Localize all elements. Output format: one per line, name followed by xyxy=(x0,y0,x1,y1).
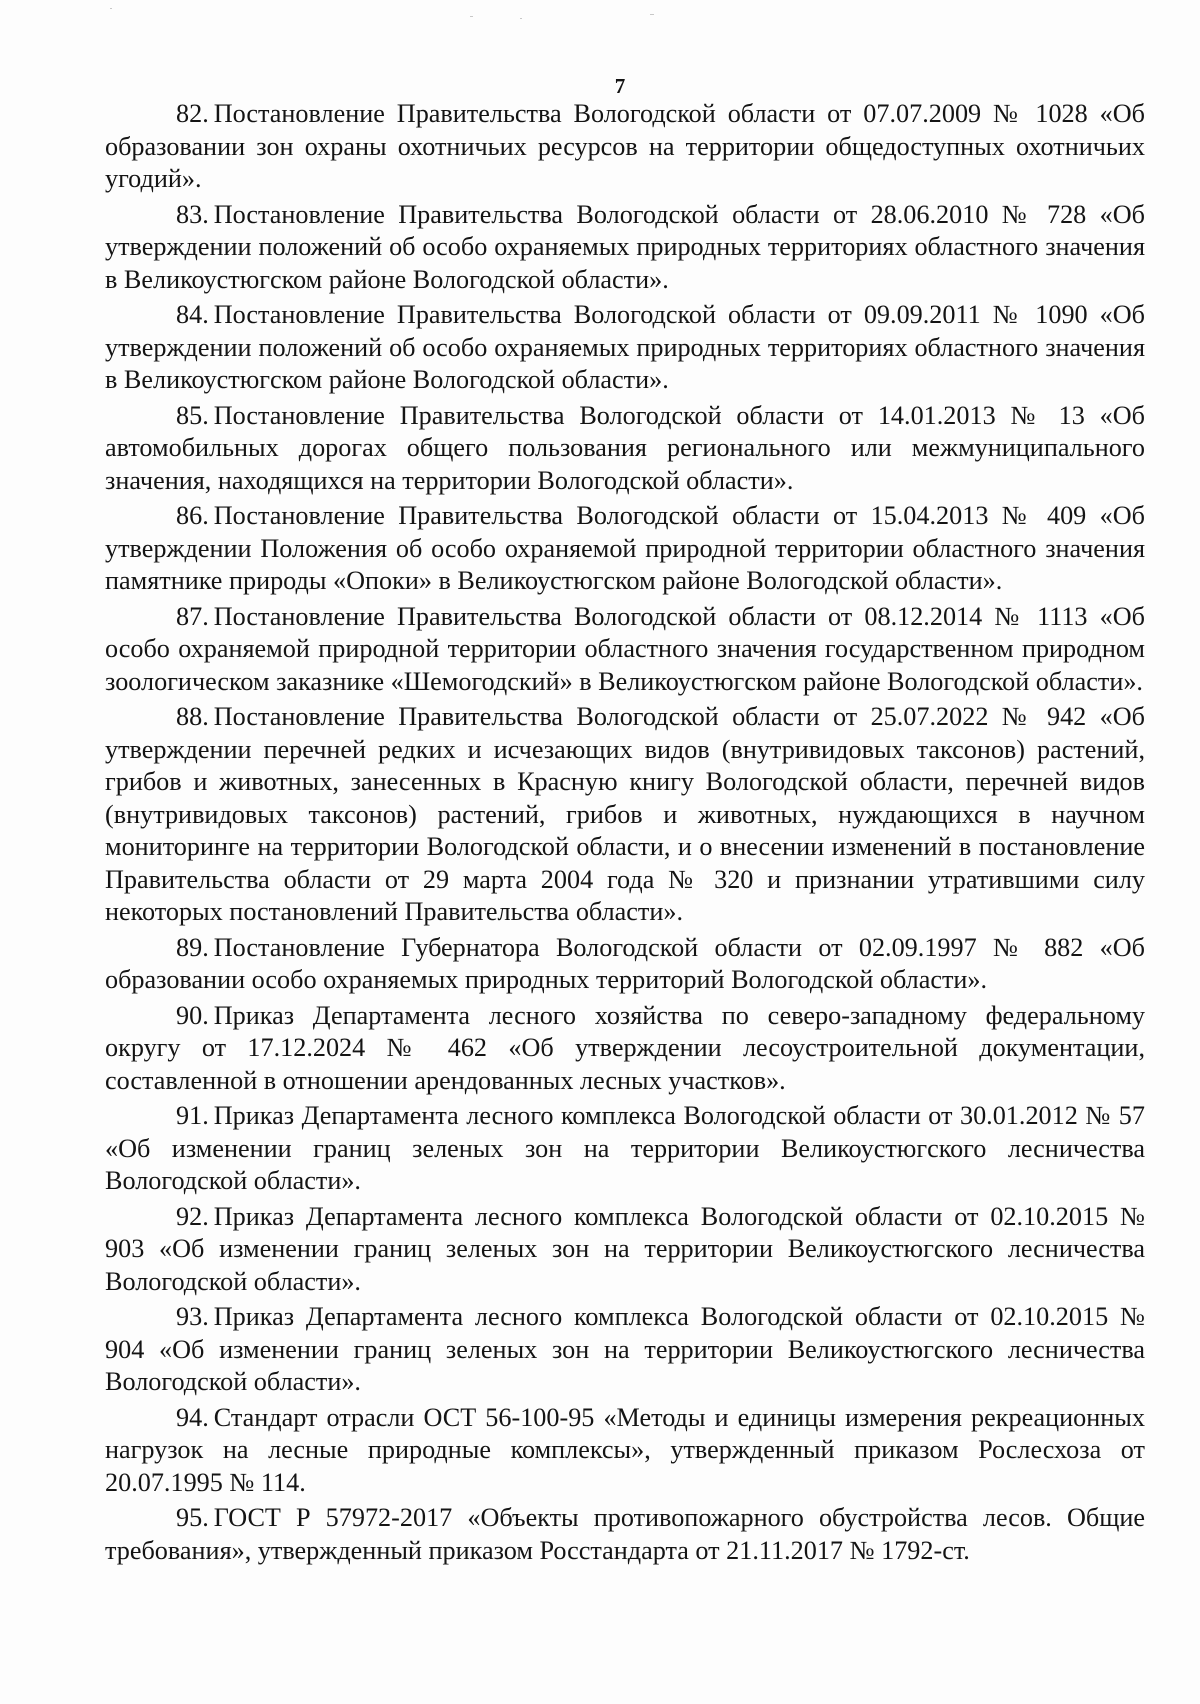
item-text: Постановление Правительства Вологодской области от 08.12.2014 № 1113 «Об особо охраняемой природной территории областного значения государственном природном зоологическом заказнике «Шемогодский» в Великоустюгском районе Вологодской области». xyxy=(105,601,1145,696)
list-item xyxy=(105,1000,1145,1098)
list-item xyxy=(105,601,1145,699)
item-text: Приказ Департамента лесного комплекса Вологодской области от 30.01.2012 № 57 «Об изменении границ зеленых зон на территории Великоустюгского лесничества Вологодской области». xyxy=(105,1101,1145,1195)
list-item xyxy=(105,299,1145,397)
item-number: 82. xyxy=(176,99,209,128)
item-number: 85. xyxy=(176,400,209,430)
list-item xyxy=(105,1402,1145,1500)
list-item xyxy=(105,500,1145,598)
item-number: 91. xyxy=(176,1101,209,1130)
item-text: Приказ Департамента лесного комплекса Вологодской области от 02.10.2015 № 903 «Об изменении границ зеленых зон на территории Великоустюгского лесничества Вологодской области». xyxy=(105,1201,1145,1296)
item-text: Постановление Правительства Вологодской области от 15.04.2013 № 409 «Об утверждении Положения об особо охраняемой природной территории областного значения памятнике природы «Опоки» в Великоустюгском районе Вологодской области». xyxy=(105,501,1145,595)
item-text: Постановление Губернатора Вологодской области от 02.09.1997 № 882 «Об образовании особо охраняемых природных территорий Вологодской области». xyxy=(105,932,1145,994)
list-item xyxy=(105,400,1145,498)
item-number: 86. xyxy=(176,501,209,530)
item-text: Постановление Правительства Вологодской области от 28.06.2010 № 728 «Об утверждении положений об особо охраняемых природных территориях областного значения в Великоустюгском районе Вологодской области». xyxy=(105,199,1145,294)
item-text: Постановление Правительства Вологодской области от 14.01.2013 № 13 «Об автомобильных дорогах общего пользования регионального или межмуниципального значения, находящихся на территории Вологодской области». xyxy=(105,400,1145,495)
item-text: Постановление Правительства Вологодской области от 07.07.2009 № 1028 «Об образовании зон охраны охотничьих ресурсов на территории общедоступных охотничьих угодий». xyxy=(105,99,1145,193)
list-item xyxy=(105,1100,1145,1198)
list-item xyxy=(105,199,1145,297)
item-number: 83. xyxy=(176,199,209,229)
item-number: 95. xyxy=(176,1503,209,1532)
list-item xyxy=(105,701,1145,929)
list-item xyxy=(105,932,1145,997)
list-item xyxy=(105,98,1145,196)
item-number: 88. xyxy=(176,702,209,731)
scan-speck xyxy=(520,18,522,19)
item-text: Приказ Департамента лесного комплекса Вологодской области от 02.10.2015 № 904 «Об изменении границ зеленых зон на территории Великоустюгского лесничества Вологодской области». xyxy=(105,1302,1145,1396)
item-text: Приказ Департамента лесного хозяйства по северо-западному федеральному округу от 17.12.2024 № 462 «Об утверждении лесоустроительной документации, составленной в отношении арендованных лесных участков». xyxy=(105,1000,1145,1095)
list-item xyxy=(105,1201,1145,1299)
item-number: 90. xyxy=(176,1000,209,1030)
item-number: 84. xyxy=(176,300,209,329)
item-text: Стандарт отрасли ОСТ 56-100-95 «Методы и единицы измерения рекреационных нагрузок на лесные природные комплексы», утвержденный приказом Рослесхоза от 20.07.1995 № 114. xyxy=(105,1402,1145,1497)
item-number: 94. xyxy=(176,1402,209,1432)
page-number: 7 xyxy=(614,74,626,98)
item-number: 89. xyxy=(176,932,209,962)
item-text: ГОСТ Р 57972-2017 «Объекты противопожарного обустройства лесов. Общие требования», утвержденный приказом Росстандарта от 21.11.2017 № 1792-ст. xyxy=(105,1503,1145,1565)
item-number: 93. xyxy=(176,1302,209,1331)
item-text: Постановление Правительства Вологодской области от 25.07.2022 № 942 «Об утверждении перечней редких и исчезающих видов (внутривидовых таксонов) растений, грибов и животных, занесенных в Красную книгу Вологодской области, перечней видов (внутривидовых таксонов) растений, грибов и животных, нуждающихся в научном мониторинге на территории Вологодской области, и о внесении изменений в постановление Правительства области от 29 марта 2004 года № 320 и признании утратившими силу некоторых постановлений Правительства области». xyxy=(105,702,1145,926)
document-body xyxy=(105,98,1145,1567)
list-item xyxy=(105,1502,1145,1567)
scan-speck xyxy=(110,8,112,9)
scan-speck xyxy=(470,16,473,17)
scan-speck xyxy=(650,14,654,15)
item-number: 92. xyxy=(176,1201,209,1231)
item-number: 87. xyxy=(176,601,209,631)
list-item xyxy=(105,1301,1145,1399)
item-text: Постановление Правительства Вологодской области от 09.09.2011 № 1090 «Об утверждении положений об особо охраняемых природных территориях областного значения в Великоустюгском районе Вологодской области». xyxy=(105,300,1145,394)
